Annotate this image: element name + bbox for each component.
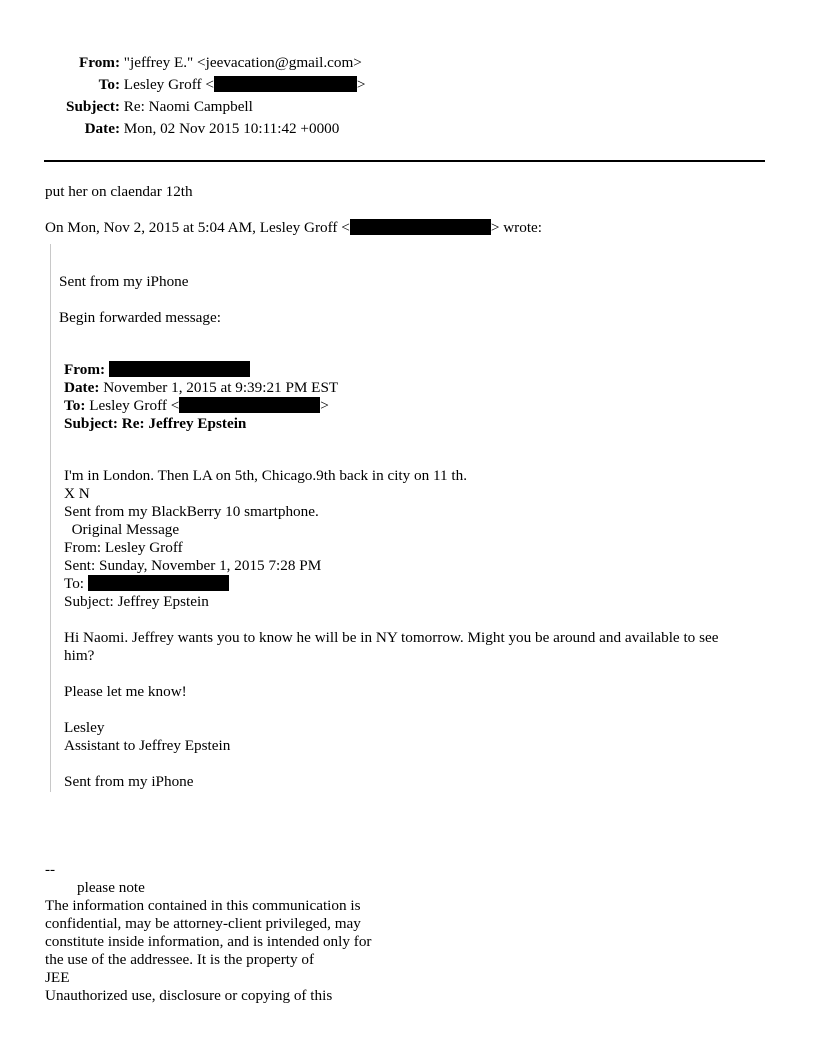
fwd-to-row [64,397,329,415]
signature-name: Lesley [64,719,105,736]
attribution-end: > wrote: [490,219,543,236]
begin-forwarded: Begin forwarded message: [59,309,221,326]
attribution-start: On Mon, Nov 2, 2015 at 5:04 AM, Lesley Groff < [45,219,350,236]
header-date-label: Date: [84,120,120,137]
footer-line: the use of the addressee. It is the property of [45,951,315,968]
fwd-subject-label: Subject: [64,415,118,432]
reply-attribution [45,219,542,237]
header-to-label: To: [98,76,120,93]
redaction-block [214,76,357,92]
fwd-to-value: Lesley Groff < [89,397,180,414]
redaction-block [109,361,250,377]
fwd-date-value: November 1, 2015 at 9:39:21 PM EST [103,379,339,396]
redaction-block [179,397,320,413]
reply-text: put her on claendar 12th [45,183,193,200]
quoted-sent-from-2: Sent from my iPhone [64,773,194,790]
orig-to-row [64,575,229,593]
footer-please-note: please note [77,879,145,896]
signature-title: Assistant to Jeffrey Epstein [64,737,231,754]
footer-line: Unauthorized use, disclosure or copying of this [45,987,333,1004]
header-date-row [0,120,339,138]
quoted-line: X N [64,485,90,502]
fwd-from-label: From: [64,361,106,378]
footer-line: JEE [45,969,70,986]
quoted-line: Sent: Sunday, November 1, 2015 7:28 PM [64,557,322,574]
fwd-to-label: To: [64,397,86,414]
orig-subject: Subject: Jeffrey Epstein [64,593,209,610]
footer-line: constitute inside information, and is intended only for [45,933,372,950]
fwd-subject-row [64,415,246,433]
footer-line: The information contained in this communication is [45,897,361,914]
header-subject-row [0,98,253,116]
header-to-value-end: > [356,76,366,93]
quoted-line: I'm in London. Then LA on 5th, Chicago.9th back in city on 11 th. [64,467,468,484]
fwd-date-row [64,379,338,397]
quoted-line: Sent from my BlackBerry 10 smartphone. [64,503,319,520]
fwd-to-end: > [320,397,329,414]
orig-to-label: To: [64,575,85,592]
message-line: him? [64,647,95,664]
header-subject-value: Re: Naomi Campbell [123,98,253,115]
quoted-sent-from: Sent from my iPhone [59,273,189,290]
header-from-value: "jeffrey E." <jeevacation@gmail.com> [123,54,362,71]
fwd-date-label: Date: [64,379,100,396]
footer-line: confidential, may be attorney-client privileged, may [45,915,361,932]
quoted-line: From: Lesley Groff [64,539,183,556]
quote-bar [50,244,51,792]
redaction-block [350,219,491,235]
header-subject-label: Subject: [66,98,120,115]
footer-dashes: -- [45,861,56,878]
header-from-label: From: [78,54,120,71]
header-divider [44,160,765,162]
redaction-block [88,575,229,591]
header-date-value: Mon, 02 Nov 2015 10:11:42 +0000 [123,120,340,137]
header-to-row [0,76,365,94]
header-from-row [0,54,362,72]
message-line: Hi Naomi. Jeffrey wants you to know he will be in NY tomorrow. Might you be around and available to see [64,629,719,646]
fwd-from-row [64,361,250,379]
header-to-value: Lesley Groff < [123,76,214,93]
please-let-know: Please let me know! [64,683,187,700]
quoted-line: Original Message [64,521,180,538]
fwd-subject-value: Re: Jeffrey Epstein [121,415,247,432]
